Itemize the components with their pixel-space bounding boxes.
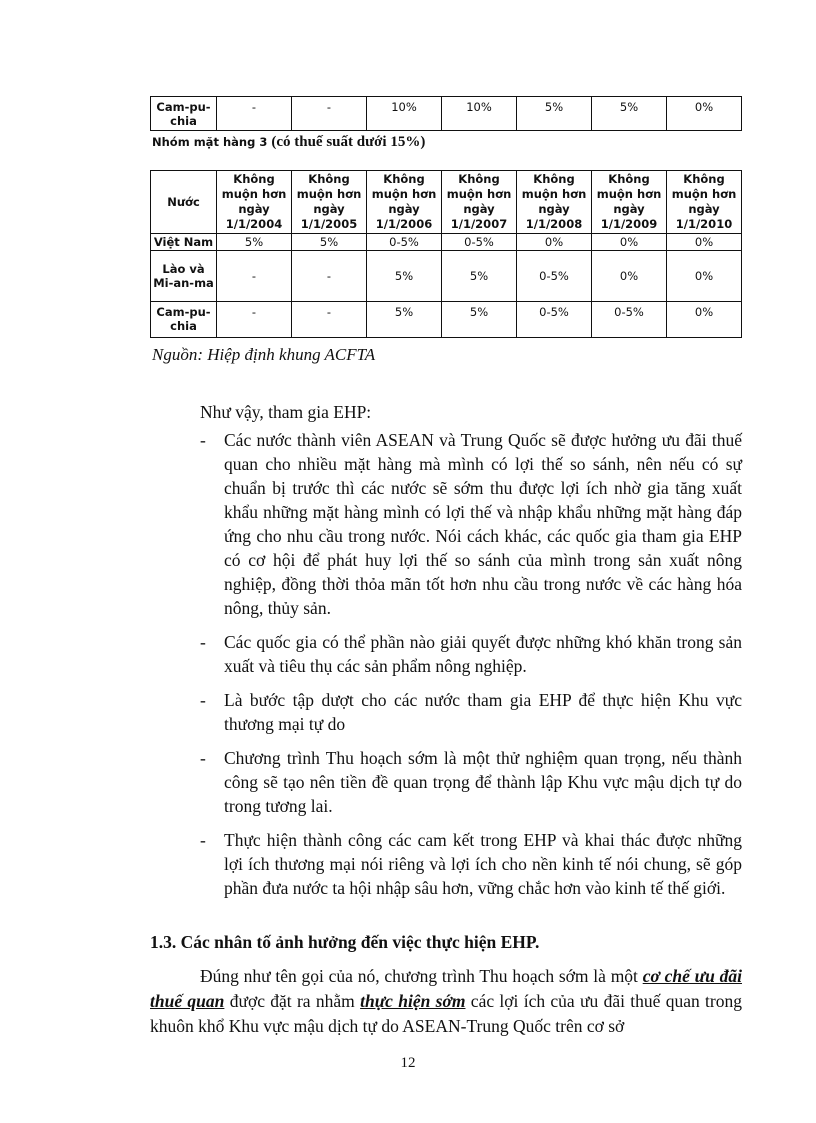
- rate-cell: 5%: [367, 302, 442, 338]
- list-item: [200, 688, 742, 736]
- closing-emphasis: cơ chế ưu đãi thuế quan: [150, 966, 742, 1011]
- rate-cell: 0-5%: [517, 302, 592, 338]
- country-cell: Cam-pu-chia: [151, 302, 217, 338]
- rate-cell: 5%: [442, 302, 517, 338]
- rate-cell: -: [292, 97, 367, 131]
- country-cell: Cam-pu-chia: [151, 97, 217, 131]
- rate-cell: 0-5%: [517, 251, 592, 302]
- caption-prefix: Nhóm mặt hàng 3: [152, 135, 268, 149]
- rate-cell: 10%: [442, 97, 517, 131]
- column-header-country: Nước: [151, 171, 217, 234]
- rate-cell: 5%: [442, 251, 517, 302]
- rate-cell: 0%: [667, 234, 742, 251]
- page-number: 12: [400, 1055, 416, 1071]
- closing-emphasis: thực hiện sớm: [360, 991, 466, 1011]
- rate-cell: -: [217, 302, 292, 338]
- column-header-year: Không muộn hơn ngày 1/1/2004: [217, 171, 292, 234]
- rate-cell: 5%: [292, 234, 367, 251]
- rate-cell: 5%: [217, 234, 292, 251]
- list-item-text: Các quốc gia có thể phần nào giải quyết được những khó khăn trong sản xuất và tiêu thụ các sản phẩm nông nghiệp.: [224, 632, 742, 676]
- column-header-year: Không muộn hơn ngày 1/1/2008: [517, 171, 592, 234]
- tariff-table-group3: [150, 170, 742, 338]
- table-row: [151, 234, 742, 251]
- section-heading: 1.3. Các nhân tố ảnh hưởng đến việc thực hiện EHP.: [150, 932, 540, 952]
- list-item-text: Thực hiện thành công các cam kết trong EHP và khai thác được những lợi ích thương mại nói riêng và lợi ích cho nền kinh tế nói chung, sẽ góp phần đưa nước ta hội nhập sâu hơn, vững chắc hơn vào kinh tế thế giới.: [224, 830, 742, 898]
- column-header-year: Không muộn hơn ngày 1/1/2007: [442, 171, 517, 234]
- rate-cell: -: [292, 302, 367, 338]
- rate-cell: 0%: [592, 251, 667, 302]
- list-item: [200, 428, 742, 620]
- rate-cell: 0-5%: [442, 234, 517, 251]
- rate-cell: -: [217, 251, 292, 302]
- list-item: [200, 746, 742, 818]
- table-row: [151, 302, 742, 338]
- rate-cell: 0%: [667, 97, 742, 131]
- bullet-marker: -: [200, 748, 206, 768]
- rate-cell: 5%: [367, 251, 442, 302]
- rate-cell: 0%: [667, 251, 742, 302]
- list-item: [200, 828, 742, 900]
- table-row: [151, 97, 742, 131]
- rate-cell: 0%: [517, 234, 592, 251]
- table-row: [151, 251, 742, 302]
- rate-cell: -: [292, 251, 367, 302]
- rate-cell: 5%: [592, 97, 667, 131]
- list-item: [200, 630, 742, 678]
- closing-text: các lợi ích của ưu đãi thuế quan trong khuôn khổ Khu vực mậu dịch tự do ASEAN-Trung Quốc trên cơ sở: [150, 991, 742, 1036]
- column-header-year: Không muộn hơn ngày 1/1/2006: [367, 171, 442, 234]
- rate-cell: 10%: [367, 97, 442, 131]
- rate-cell: 0%: [667, 302, 742, 338]
- column-header-year: Không muộn hơn ngày 1/1/2009: [592, 171, 667, 234]
- column-header-year: Không muộn hơn ngày 1/1/2005: [292, 171, 367, 234]
- intro-paragraph: Như vậy, tham gia EHP:: [200, 402, 372, 422]
- table-header-row: [151, 171, 742, 234]
- rate-cell: -: [217, 97, 292, 131]
- bullet-marker: -: [200, 430, 206, 450]
- country-cell: Lào và Mi-an-ma: [151, 251, 217, 302]
- list-item-text: Là bước tập dượt cho các nước tham gia EHP để thực hiện Khu vực thương mại tự do: [224, 690, 742, 734]
- bullet-marker: -: [200, 632, 206, 652]
- closing-text: được đặt ra nhằm: [224, 991, 361, 1011]
- bullet-marker: -: [200, 830, 206, 850]
- table-caption-group3: [152, 134, 425, 151]
- rate-cell: 0-5%: [592, 302, 667, 338]
- table-source-note: Nguồn: Hiệp định khung ACFTA: [152, 345, 376, 364]
- tariff-table-group2-continued: [150, 96, 742, 131]
- country-cell: Việt Nam: [151, 234, 217, 251]
- rate-cell: 0-5%: [367, 234, 442, 251]
- benefits-list: [200, 428, 742, 910]
- closing-paragraph: [150, 964, 742, 1039]
- closing-text: Đúng như tên gọi của nó, chương trình Thu hoạch sớm là một: [200, 966, 643, 986]
- bullet-marker: -: [200, 690, 206, 710]
- caption-suffix: (có thuế suất dưới 15%): [271, 134, 426, 150]
- list-item-text: Các nước thành viên ASEAN và Trung Quốc sẽ được hưởng ưu đãi thuế quan cho nhiều mặt hàng mà mình có lợi thế so sánh, nên nếu có sự chuẩn bị trước thì các nước sẽ sớm thu được lợi ích nhờ gia tăng xuất khẩu những mặt hàng mình có lợi thế và nhập khẩu những mặt hàng đáp ứng cho nhu cầu trong nước. Nói cách khác, các quốc gia tham gia EHP có cơ hội để phát huy lợi thế so sánh của mình trong sản xuất nông nghiệp, đồng thời thỏa mãn tốt hơn nhu cầu trong nước về các hàng hóa nông, thủy sản.: [224, 430, 742, 618]
- rate-cell: 5%: [517, 97, 592, 131]
- rate-cell: 0%: [592, 234, 667, 251]
- column-header-year: Không muộn hơn ngày 1/1/2010: [667, 171, 742, 234]
- list-item-text: Chương trình Thu hoạch sớm là một thử nghiệm quan trọng, nếu thành công sẽ tạo nên tiền đề quan trọng để thành lập Khu vực mậu dịch tự do trong tương lai.: [224, 748, 742, 816]
